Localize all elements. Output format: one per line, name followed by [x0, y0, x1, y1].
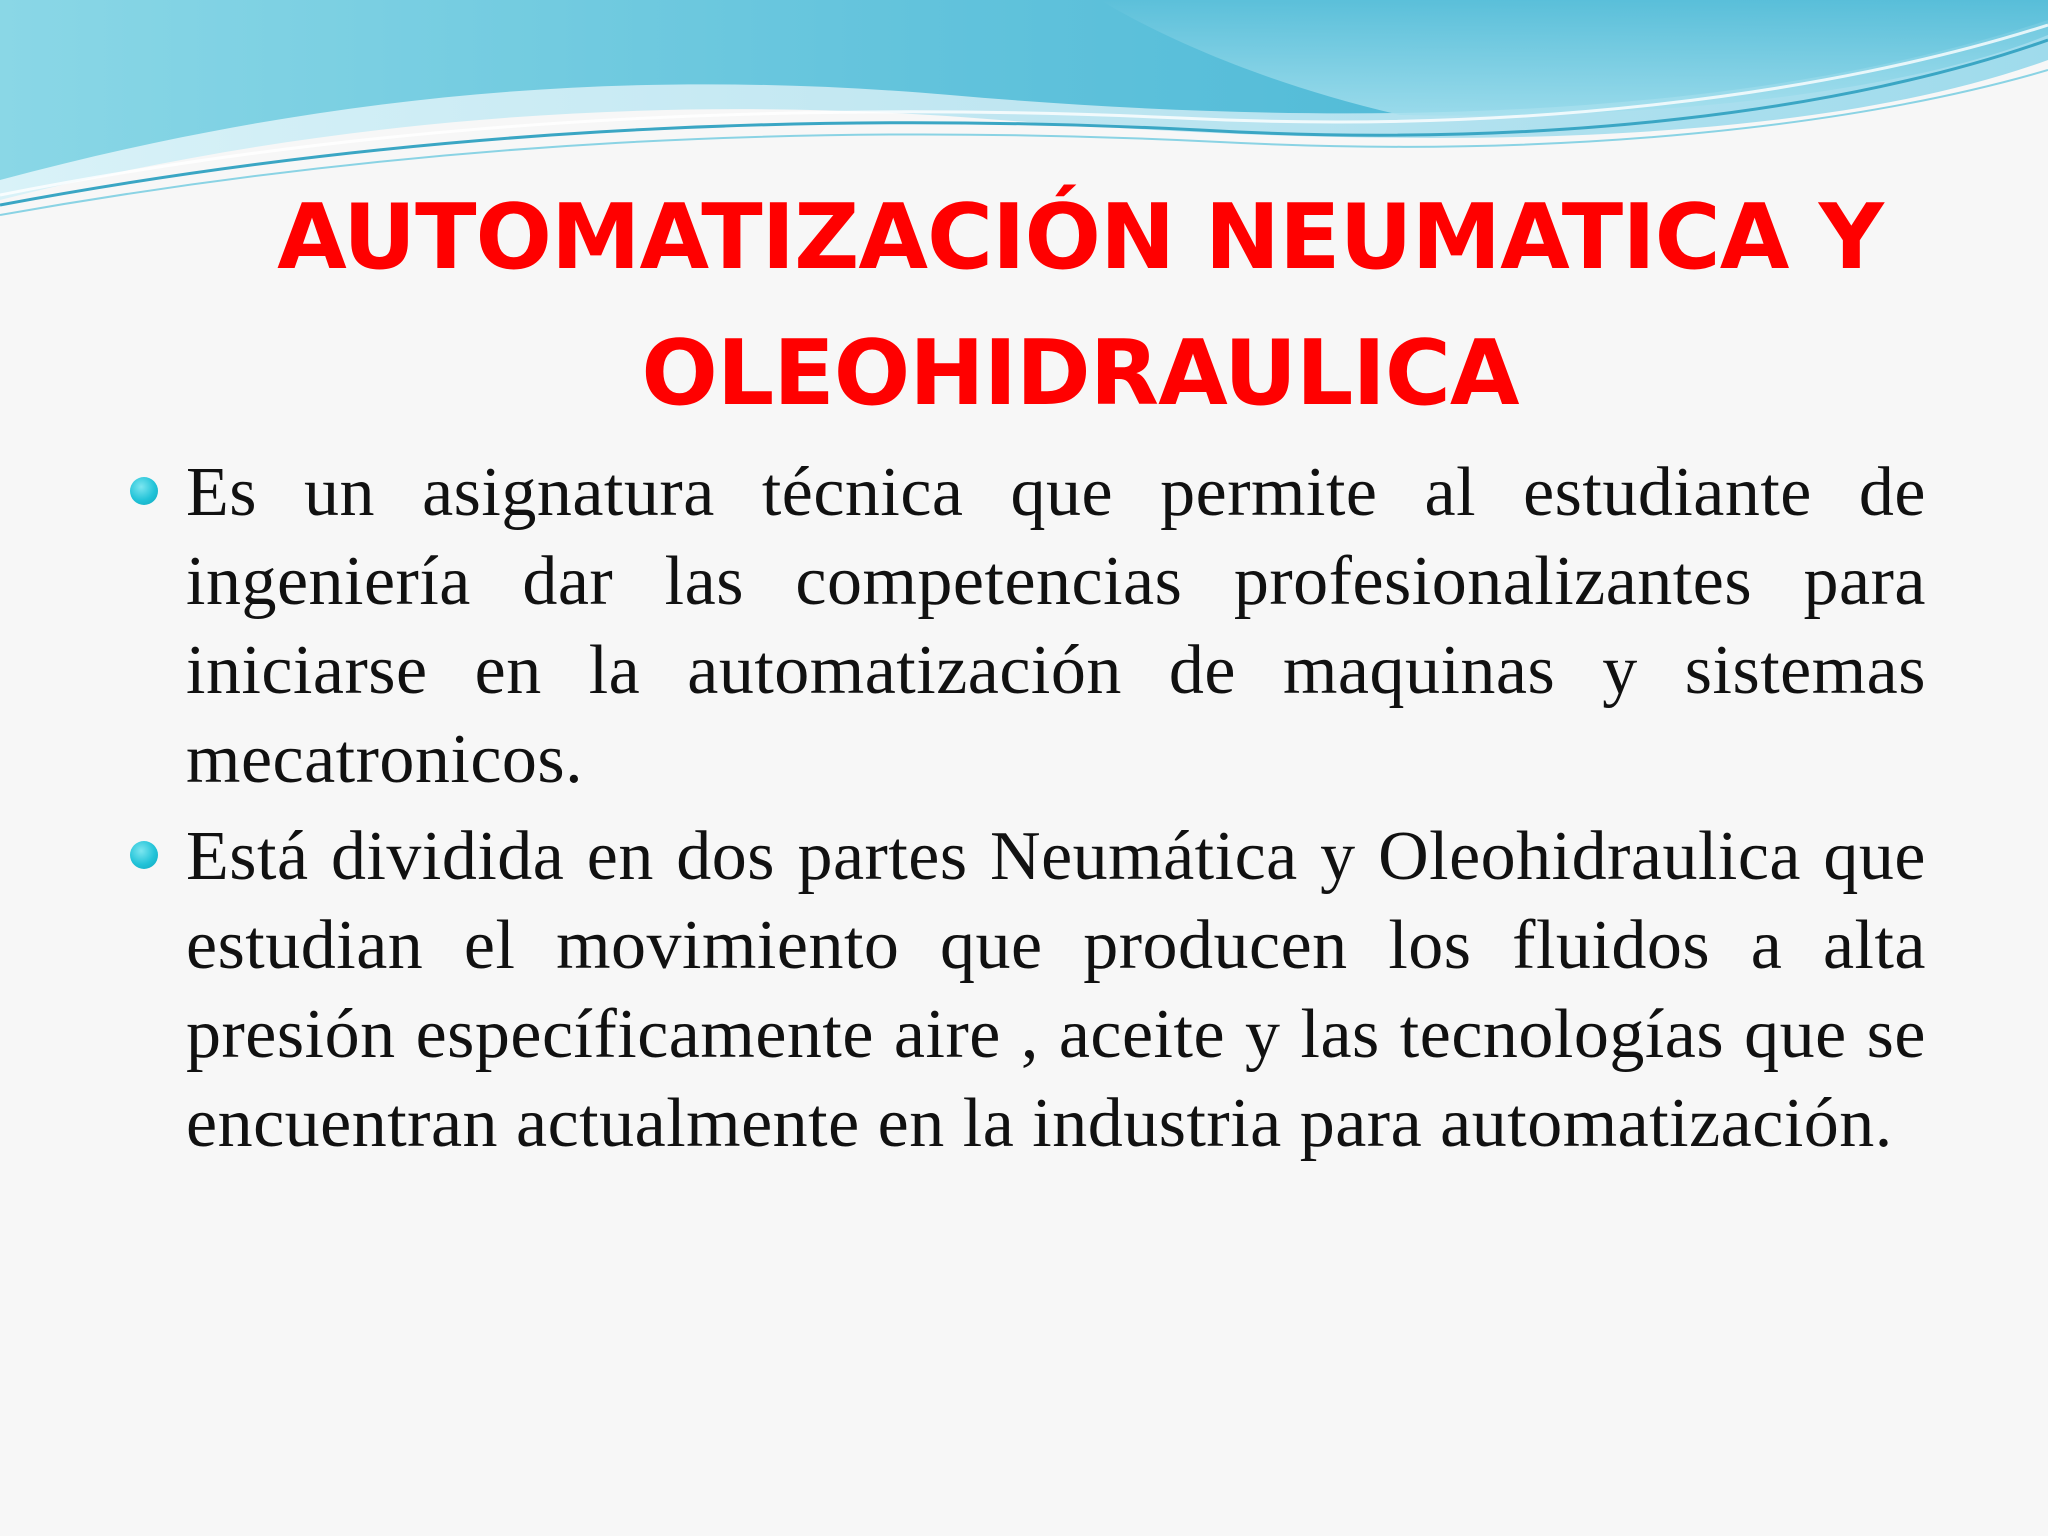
title-line-2: OLEOHIDRAULICA [641, 321, 1519, 426]
bullet-dot-icon [130, 477, 158, 505]
slide-title [200, 170, 1960, 442]
bullet-text: Es un asignatura técnica que permite al estudiante de ingeniería dar las competencias profesionalizantes para iniciarse en la automatización de maquinas y sistemas mecatronicos. [186, 454, 1926, 798]
bullet-item [0, 448, 2048, 804]
title-line-1: AUTOMATIZACIÓN NEUMATICA Y [277, 185, 1883, 290]
bullet-list [0, 448, 2048, 1176]
bullet-dot-icon [130, 841, 158, 869]
bullet-item [0, 812, 2048, 1168]
bullet-text: Está dividida en dos partes Neumática y Oleohidraulica que estudian el movimiento que producen los fluidos a alta presión específicamente aire , aceite y las tecnologías que se encuentran actualmente en la industria para automatización. [186, 818, 1926, 1162]
